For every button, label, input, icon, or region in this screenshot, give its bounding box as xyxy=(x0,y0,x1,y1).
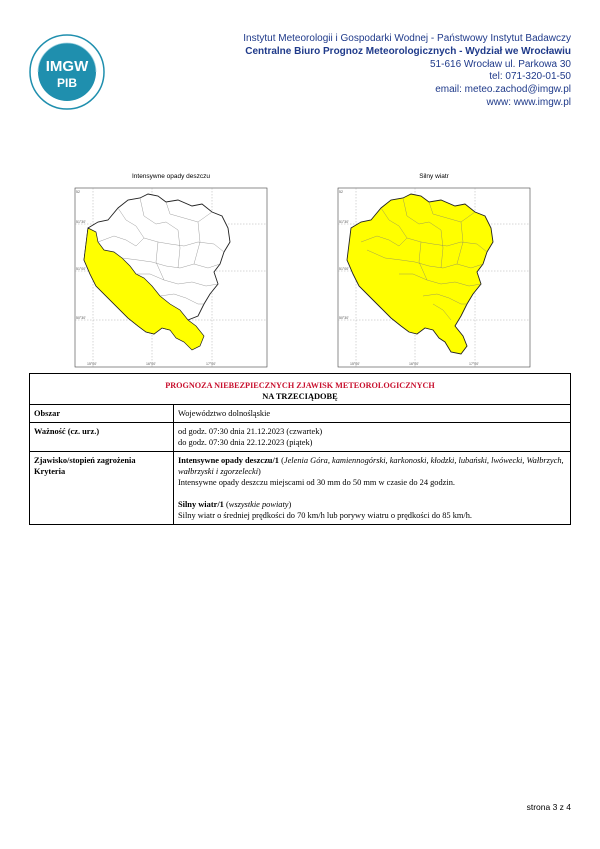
lat-tick: 50°30' xyxy=(339,316,349,320)
lat-tick: 51°30' xyxy=(339,220,349,224)
lon-tick: 16°00' xyxy=(409,362,419,366)
logo-text-top: IMGW xyxy=(45,58,89,75)
header-email: email: meteo.zachod@imgw.pl xyxy=(435,84,571,96)
wind-warning: Silny wiatr/1 (wszystkie powiaty) xyxy=(178,500,292,509)
lon-tick: 16°00' xyxy=(146,362,156,366)
phenomenon-label-line1: Zjawisko/stopień zagrożenia xyxy=(34,456,136,465)
institution-header xyxy=(243,33,571,110)
header-phone: tel: 071-320-01-50 xyxy=(489,71,571,83)
lon-tick: 17°00' xyxy=(469,362,479,366)
lon-tick: 15°00' xyxy=(87,362,97,366)
map-wind xyxy=(337,173,531,369)
phenomenon-details xyxy=(174,452,571,525)
lat-tick: 51°30' xyxy=(76,220,86,224)
wind-counties: wszystkie powiaty xyxy=(228,500,289,509)
map-wind-image xyxy=(337,186,531,369)
table-title-main: PROGNOZA NIEBEZPIECZNYCH ZJAWISK METEOROLOGICZNYCH xyxy=(165,381,435,390)
header-address: 51-616 Wrocław ul. Parkowa 30 xyxy=(430,58,571,70)
map-rain-title: Intensywne opady deszczu xyxy=(131,173,211,180)
wind-title: Silny wiatr/1 xyxy=(178,500,224,509)
rain-title: Intensywne opady deszczu/1 xyxy=(178,456,279,465)
warning-table xyxy=(29,373,571,525)
area-value: Województwo dolnośląskie xyxy=(174,405,571,423)
map-rain xyxy=(74,173,268,369)
lon-tick: 15°00' xyxy=(350,362,360,366)
validity-label: Ważność (cz. urz.) xyxy=(30,423,174,452)
phenomenon-label-line2: Kryteria xyxy=(34,467,66,476)
lat-tick: 51°00' xyxy=(339,267,349,271)
validity-from: od godz. 07:30 dnia 21.12.2023 (czwartek) xyxy=(178,427,323,436)
imgw-logo xyxy=(28,33,106,111)
validity-to: do godz. 07:30 dnia 22.12.2023 (piątek) xyxy=(178,438,313,447)
rain-counties: Jelenia Góra, kamiennogórski, karkonoski, kłodzki, lubański, lwówecki, Wałbrzych, wałbrzyski i zgorzelecki xyxy=(178,456,564,476)
lat-tick: 51°00' xyxy=(76,267,86,271)
wind-description: Silny wiatr o średniej prędkości do 70 km/h lub porywy wiatru o prędkości do 85 km/h. xyxy=(178,511,473,520)
area-label: Obszar xyxy=(30,405,174,423)
spacer xyxy=(178,488,566,499)
rain-warning: Intensywne opady deszczu/1 (Jelenia Góra, kamiennogórski, karkonoski, kłodzki, lubański, lwówecki, Wałbrzych, wałbrzyski i zgorzelecki) xyxy=(178,456,564,476)
lat-tick: 52 xyxy=(76,190,80,194)
lat-tick: 50°30' xyxy=(76,316,86,320)
header-office: Centralne Biuro Prognoz Meteorologicznych - Wydział we Wrocławiu xyxy=(245,45,571,57)
rain-description: Intensywne opady deszczu miejscami od 30 mm do 50 mm w czasie do 24 godzin. xyxy=(178,478,456,487)
logo-text-bottom: PIB xyxy=(56,76,78,90)
validity-value xyxy=(174,423,571,452)
page-number: strona 3 z 4 xyxy=(526,802,571,812)
header-institute: Instytut Meteorologii i Gospodarki Wodnej - Państwowy Instytut Badawczy xyxy=(243,33,571,44)
header-website: www: www.imgw.pl xyxy=(486,96,571,108)
phenomenon-label xyxy=(30,452,174,525)
lon-tick: 17°00' xyxy=(206,362,216,366)
map-rain-image xyxy=(74,186,268,369)
map-wind-title: Silny wiatr xyxy=(419,173,449,180)
lat-tick: 52 xyxy=(339,190,343,194)
table-title xyxy=(30,374,571,405)
table-title-sub: NA TRZECIĄDOBĘ xyxy=(262,392,338,401)
